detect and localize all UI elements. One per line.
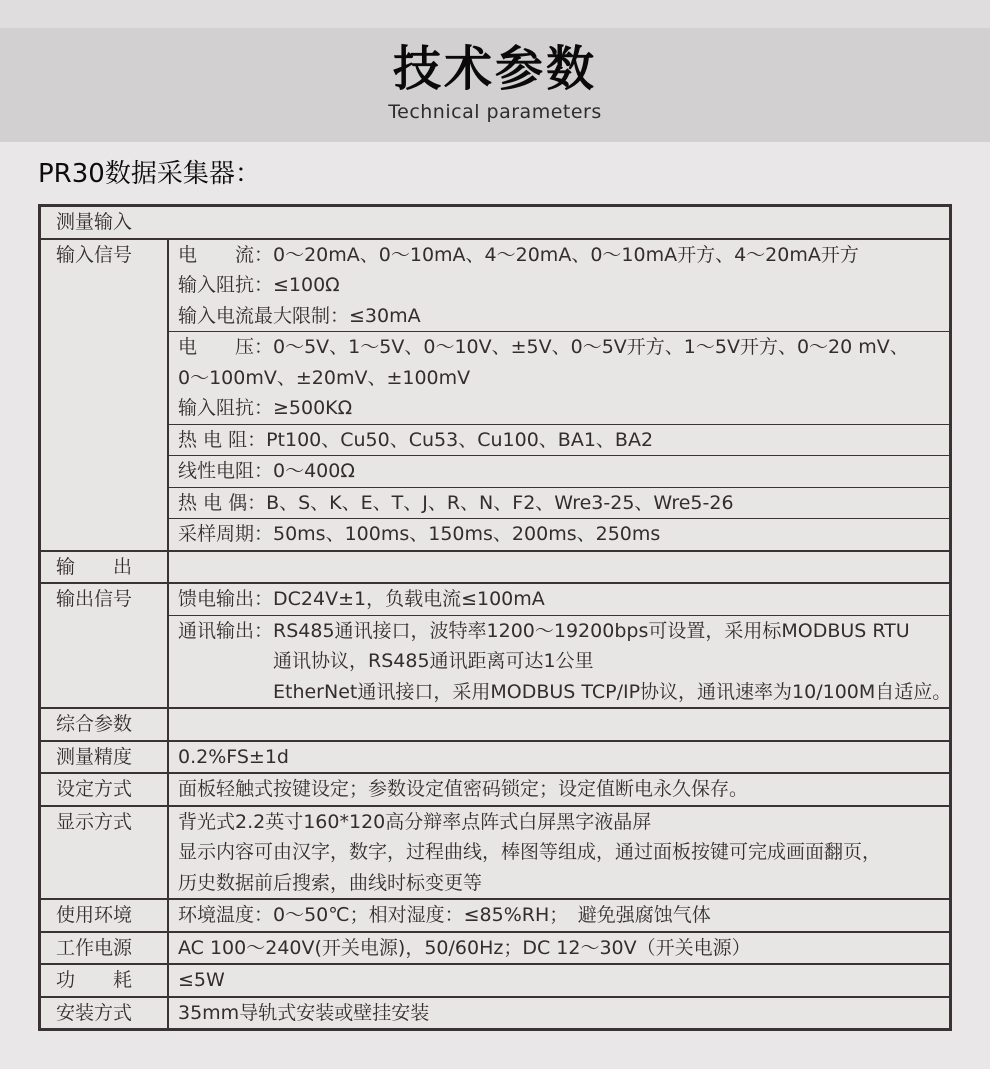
content-line: 热 电 阻：Pt100、Cu50、Cu53、Cu100、BA1、BA2 [178, 428, 654, 451]
content-line: 采样周期：50ms、100ms、150ms、200ms、250ms [178, 523, 661, 545]
row-label: 安装方式 [56, 1001, 133, 1024]
content-group [169, 900, 949, 931]
row-content [167, 998, 949, 1029]
content-line: 电 流：0～20mA、0～10mA、4～20mA、0～10mA开方、4～20mA开方 [178, 243, 859, 266]
content-group [169, 331, 949, 424]
row-label: 测量输入 [56, 211, 133, 233]
table-row [41, 805, 949, 899]
content-line: 馈电输出：DC24V±1，负载电流≤100mA [178, 588, 545, 610]
row-label: 功 耗 [56, 969, 133, 991]
row-label: 输 出 [56, 555, 133, 578]
content-line: 0.2%FS±1d [178, 745, 289, 768]
row-content [167, 584, 951, 707]
content-line: 输入电流最大限制：≤30mA [178, 304, 421, 327]
content-line: 显示内容可由汉字，数字，过程曲线，棒图等组成，通过面板按键可完成画面翻页， [178, 841, 882, 863]
table-row [41, 550, 949, 583]
row-content [167, 933, 949, 964]
content-line: 电 压：0～5V、1～5V、0～10V、±5V、0～5V开方、1～5V开方、0～20 mV、 [178, 336, 909, 358]
content-group [169, 774, 949, 805]
row-label: 使用环境 [56, 904, 133, 926]
content-line: ≤5W [178, 969, 225, 991]
content-group [169, 965, 949, 996]
table-row [41, 931, 949, 964]
content-group [169, 584, 951, 615]
row-label: 输入信号 [56, 243, 133, 266]
content-line: 输入阻抗：≤100Ω [178, 274, 340, 296]
table-row [41, 207, 949, 238]
content-group [169, 933, 949, 964]
row-content [167, 965, 949, 996]
content-line: 热 电 偶：B、S、K、E、T、J、R、N、F2、Wre3-25、Wre5-26 [178, 491, 734, 514]
content-line: 0～100mV、±20mV、±100mV [178, 366, 471, 389]
spec-table [38, 204, 952, 1031]
row-label: 设定方式 [56, 778, 133, 800]
content-line: 线性电阻：0～400Ω [178, 460, 355, 482]
row-label: 工作电源 [56, 936, 133, 959]
content-line: 35mm导轨式安装或壁挂安装 [178, 1001, 430, 1024]
content-group [169, 487, 949, 519]
row-label: 输出信号 [56, 588, 133, 610]
table-row [41, 996, 949, 1029]
content-line: 背光式2.2英寸160*120高分辩率点阵式白屏黑字液晶屏 [178, 810, 652, 833]
content-line: 通讯输出：RS485通讯接口，波特率1200～19200bps可设置，采用标MODBUS RTU [178, 619, 910, 642]
row-content [167, 807, 949, 899]
table-row [41, 898, 949, 931]
content-group [169, 424, 949, 456]
row-content [167, 742, 949, 773]
row-label: 测量精度 [56, 745, 133, 768]
content-line: EtherNet通讯接口，采用MODBUS TCP/IP协议，通讯速率为10/100M自适应。 [178, 680, 952, 703]
page-subtitle: Technical parameters [388, 101, 602, 123]
row-content [167, 552, 949, 583]
content-line: 历史数据前后搜索，曲线时标变更等 [178, 871, 483, 894]
content-group [169, 807, 949, 899]
row-content [167, 900, 949, 931]
top-strip [0, 0, 990, 28]
table-row [41, 582, 952, 707]
row-label: 显示方式 [56, 810, 133, 833]
title-band [0, 28, 990, 142]
row-label: 综合参数 [56, 713, 133, 735]
table-row [41, 740, 949, 773]
section-heading: PR30数据采集器： [38, 159, 261, 189]
row-content [167, 709, 949, 740]
content-group [169, 615, 951, 708]
content-group [169, 455, 949, 487]
content-group [169, 240, 949, 332]
content-line: 输入阻抗：≥500KΩ [178, 397, 353, 419]
page-title: 技术参数 [392, 41, 597, 97]
content-group [169, 998, 949, 1029]
content-group [169, 742, 949, 773]
content-line: 环境温度：0～50℃；相对湿度：≤85%RH； 避免强腐蚀气体 [178, 904, 711, 926]
table-row [41, 707, 949, 740]
table-row [41, 238, 949, 550]
row-content [167, 240, 949, 550]
content-group [169, 518, 949, 550]
table-row [41, 772, 949, 805]
table-row [41, 963, 949, 996]
row-content [167, 774, 949, 805]
content-line: 通讯协议，RS485通讯距离可达1公里 [178, 650, 594, 672]
content-line: 面板轻触式按键设定；参数设定值密码锁定；设定值断电永久保存。 [178, 778, 749, 800]
content-line: AC 100～240V(开关电源)，50/60Hz；DC 12～30V（开关电源） [178, 936, 751, 959]
